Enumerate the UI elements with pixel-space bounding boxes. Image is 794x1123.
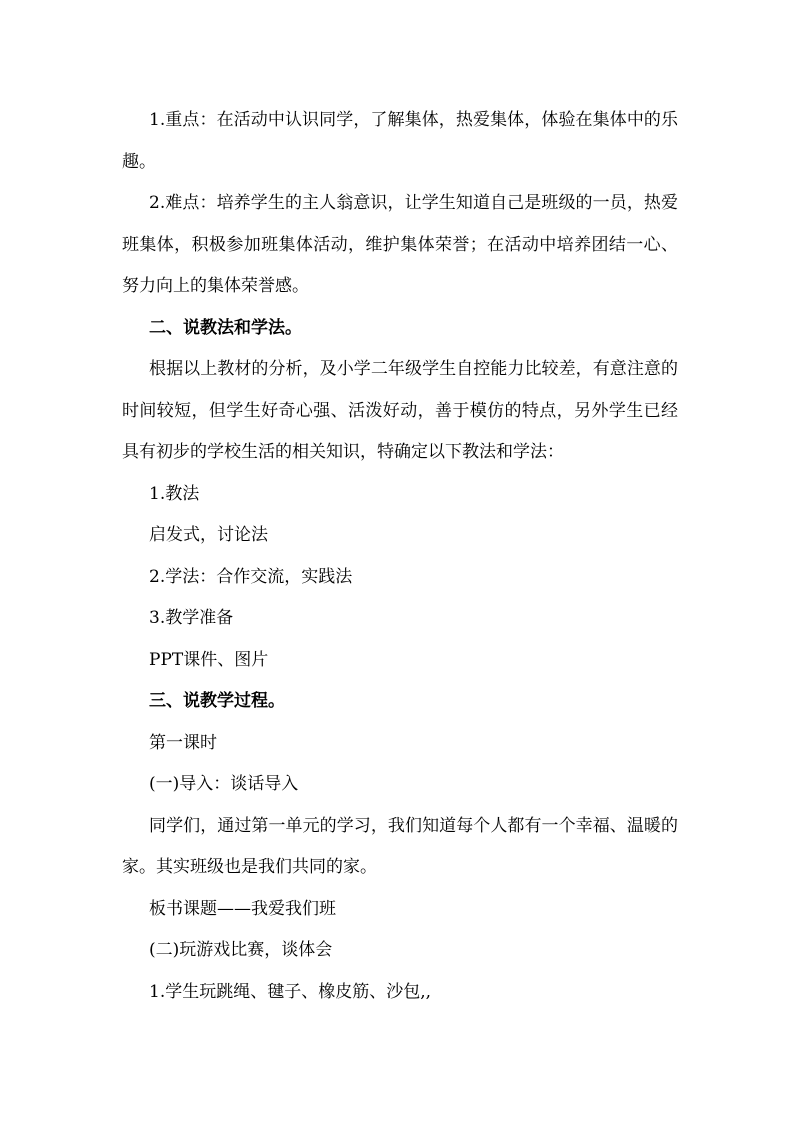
paragraph-methods-analysis: 根据以上教材的分析，及小学二年级学生自控能力比较差，有意注意的时间较短，但学生好奇心强、活泼好动，善于模仿的特点，另外学生已经具有初步的学校生活的相关知识，特确定以下教法和学法： (122, 359, 678, 462)
paragraph-first-lesson: 第一课时 (149, 732, 217, 753)
paragraph-introduction: (一)导入：谈话导入 (149, 774, 299, 794)
document-page (122, 100, 678, 1013)
list-item-teaching-method: 1.教法 (149, 483, 200, 504)
paragraph-teaching-method-detail: 启发式，讨论法 (149, 525, 268, 545)
section-heading-methods: 二、说教法和学法。 (149, 317, 302, 338)
paragraph-game-competition: (二)玩游戏比赛，谈体会 (149, 940, 333, 960)
section-heading-process: 三、说教学过程。 (149, 691, 285, 711)
paragraph-difficult-point: 2.难点：培养学生的主人翁意识，让学生知道自己是班级的一员，热爱班集体，积极参加班集体活动，维护集体荣誉；在活动中培养团结一心、努力向上的集体荣誉感。 (122, 193, 678, 296)
paragraph-blackboard-title: 板书课题——我爱我们班 (149, 898, 336, 919)
paragraph-introduction-speech: 同学们，通过第一单元的学习，我们知道每个人都有一个幸福、温暖的家。其实班级也是我们共同的家。 (122, 815, 678, 877)
list-item-teaching-preparation: 3.教学准备 (149, 608, 234, 628)
paragraph-key-point: 1.重点：在活动中认识同学，了解集体，热爱集体，体验在集体中的乐趣。 (122, 110, 678, 172)
list-item-games: 1.学生玩跳绳、毽子、橡皮筋、沙包,, (149, 981, 432, 1002)
list-item-learning-method: 2.学法：合作交流，实践法 (149, 566, 353, 587)
paragraph-preparation-detail: PPT课件、图片 (149, 649, 269, 670)
